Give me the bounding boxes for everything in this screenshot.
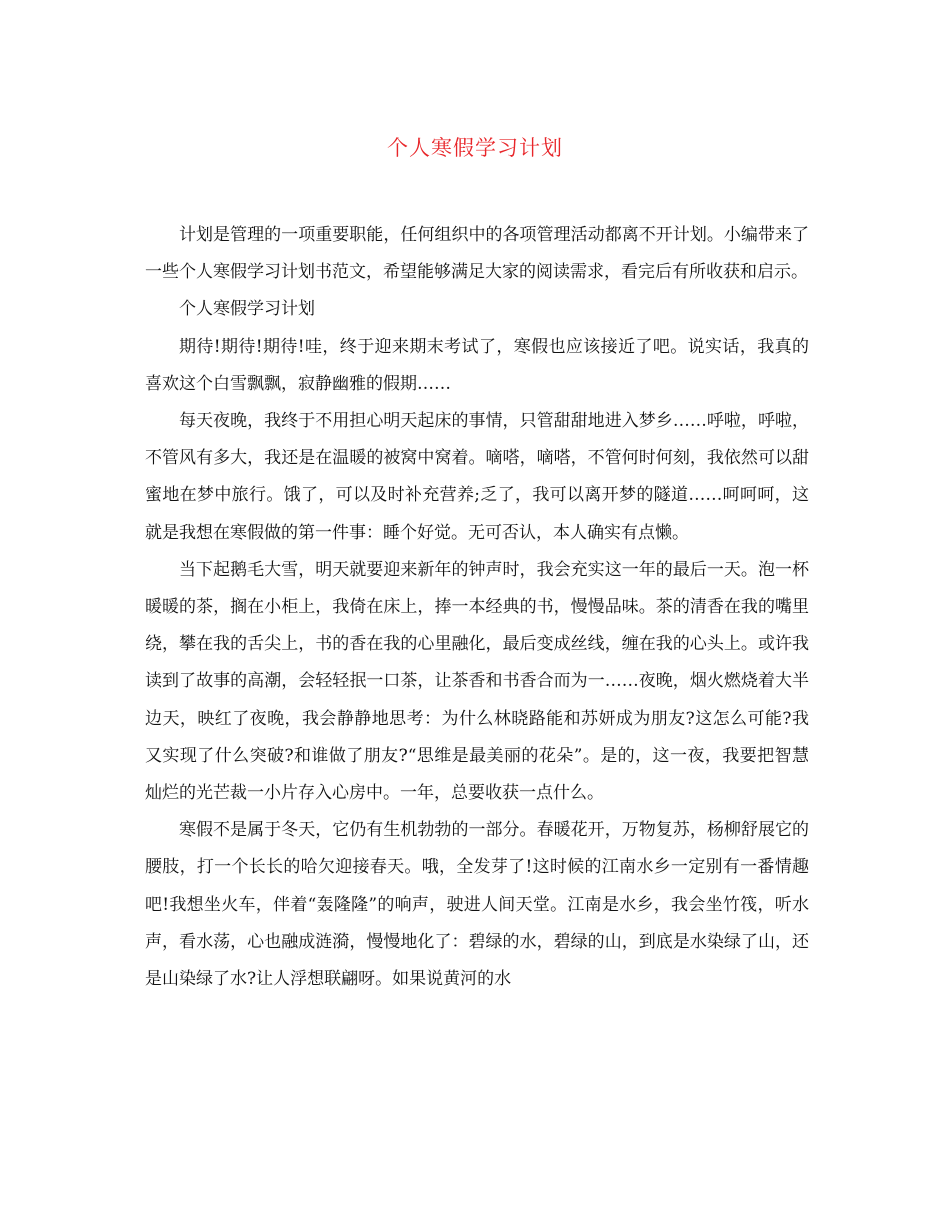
paragraph-intro: 计划是管理的一项重要职能，任何组织中的各项管理活动都离不开计划。小编带来了一些个人寒假学习计划书范文，希望能够满足大家的阅读需求，看完后有所收获和启示。 bbox=[145, 225, 809, 283]
paragraph-spring: 寒假不是属于冬天，它仍有生机勃勃的一部分。春暖花开，万物复苏，杨柳舒展它的腰肢，打一个长长的哈欠迎接春天。哦，全发芽了!这时候的江南水乡一定别有一番情趣吧!我想坐火车，伴着“轰隆隆”的响声，驶进人间天堂。江南是水乡，我会坐竹筏，听水声，看水荡，心也融成涟漪，慢慢地化了：碧绿的水，碧绿的山，到底是水染绿了山，还是山染绿了水?让人浮想联翩呀。如果说黄河的水 bbox=[145, 820, 809, 990]
paragraph-subheading: 个人寒假学习计划 bbox=[179, 299, 315, 320]
document-body bbox=[145, 217, 809, 998]
document-title: 个人寒假学习计划 bbox=[387, 136, 563, 160]
paragraph-anticipation: 期待!期待!期待!哇，终于迎来期末考试了，寒假也应该接近了吧。说实话，我真的喜欢这个白雪飘飘，寂静幽雅的假期…… bbox=[145, 336, 809, 394]
paragraph-new-year: 当下起鹅毛大雪，明天就要迎来新年的钟声时，我会充实这一年的最后一天。泡一杯暖暖的茶，搁在小柜上，我倚在床上，捧一本经典的书，慢慢品味。茶的清香在我的嘴里绕，攀在我的舌尖上，书的香在我的心里融化，最后变成丝线，缠在我的心头上。或许我读到了故事的高潮，会轻轻抿一口茶，让茶香和书香合而为一……夜晚，烟火燃烧着大半边天，映红了夜晚，我会静静地思考：为什么林晓路能和苏妍成为朋友?这怎么可能?我又实现了什么突破?和谁做了朋友?“思维是最美丽的花朵”。是的，这一夜，我要把智慧灿烂的光芒裁一小片存入心房中。一年，总要收获一点什么。 bbox=[145, 559, 809, 804]
paragraph-sleep: 每天夜晚，我终于不用担心明天起床的事情，只管甜甜地进入梦乡……呼啦，呼啦，不管风有多大，我还是在温暖的被窝中窝着。嘀嗒，嘀嗒，不管何时何刻，我依然可以甜蜜地在梦中旅行。饿了，可以及时补充营养;乏了，我可以离开梦的隧道……呵呵呵，这就是我想在寒假做的第一件事：睡个好觉。无可否认，本人确实有点懒。 bbox=[145, 411, 809, 543]
